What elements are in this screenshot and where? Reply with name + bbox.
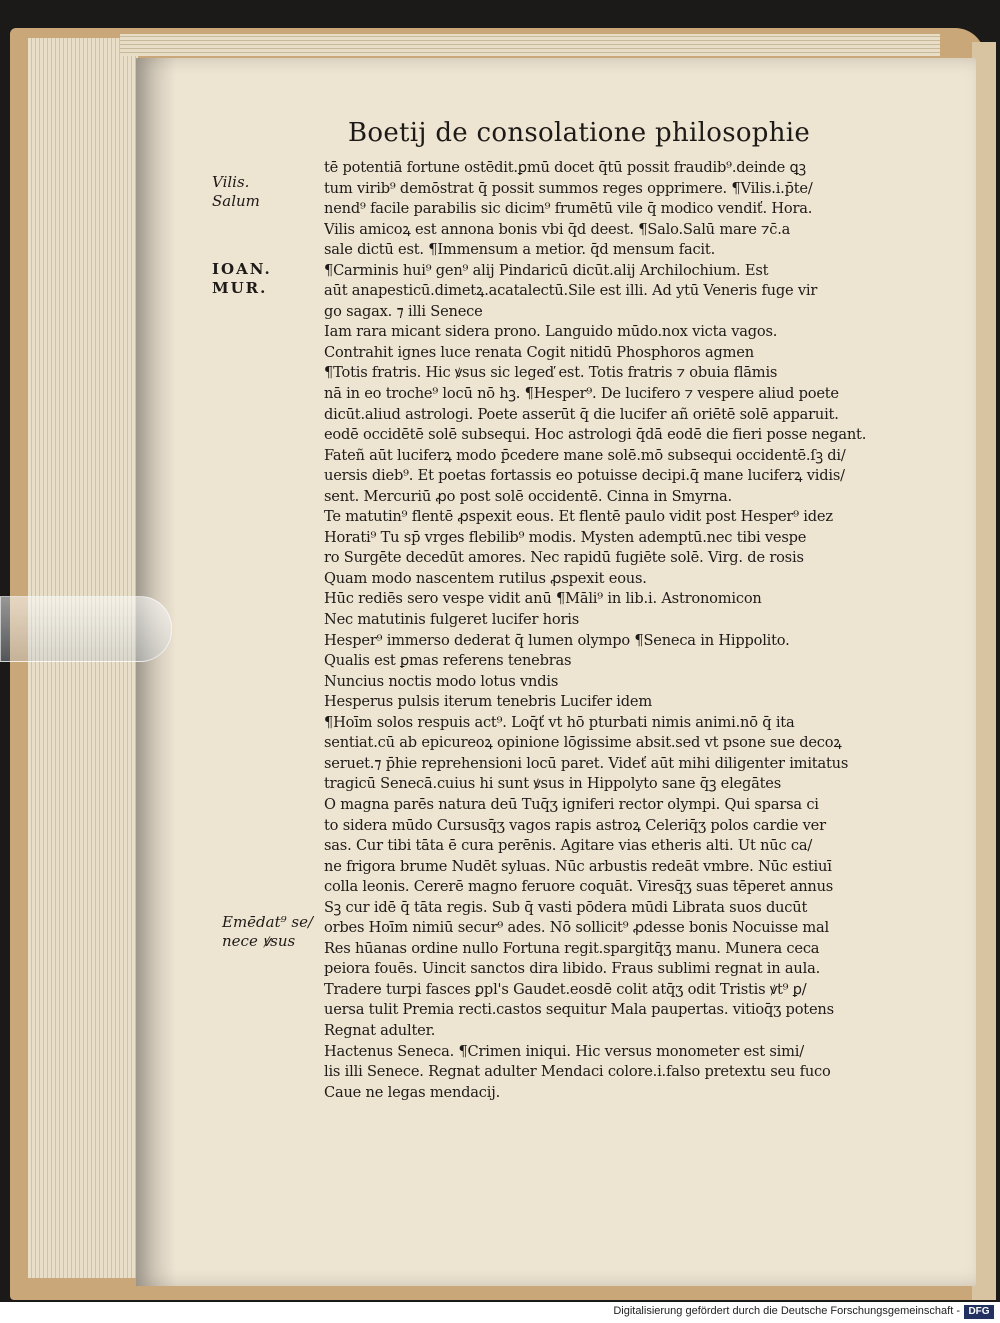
running-title: Boetij de consolatione philosophie	[348, 118, 811, 148]
page-edges-top	[120, 34, 940, 56]
text-line: Hesperus pulsis iterum tenebris Lucifer idem	[324, 693, 652, 711]
funding-notice: Digitalisierung gefördert durch die Deutsche Forschungsgemeinschaft -	[613, 1305, 960, 1317]
text-line: tragicū Senecā.cuius hi sunt ꝟsus in Hippolyto sane q̄ꝫ elegātes	[324, 775, 782, 793]
text-line: Tradere turpi fasces ꝑpl's Gaudet.eosdē colit atq̄ʒ odit Tristis ꝟt⁹ ꝑ/	[324, 980, 807, 998]
footer-bar	[0, 1302, 1000, 1323]
text-line: tum virib⁹ demōstrat q̄ possit summos reges opprimere. ¶Vilis.i.p̄te/	[324, 179, 813, 197]
text-line: uersa tulit Premia recti.castos sequitur Mala paupertas. vitioq̄ʒ potens	[324, 1001, 834, 1019]
text-line: ne frigora brume Nudēt syluas. Nūc arbustis redeāt vmbre. Nūc estiuī	[324, 857, 832, 875]
text-line: Quam modo nascentem rutilus ꝓspexit eous.	[324, 569, 647, 587]
text-line: Sꝫ cur idē q̄ tāta regis. Sub q̄ vasti pōdera mūdi Librata suos ducūt	[324, 898, 808, 916]
text-line: aūt anapesticū.dimetꝝ.acatalectū.Sile est illi. Ad ytū Veneris fuge vir	[324, 282, 818, 300]
text-line: ¶Hoīm solos respuis act⁹. Loq̄ť vt hō pturbati nimis animi.nō q̄ ita	[324, 713, 795, 731]
text-line: O magna parēs natura deū Tuq̄ʒ igniferi rector olympi. Qui sparsa ci	[324, 795, 819, 813]
text-line: ro Surgēte decedūt amores. Nec rapidū fugiēte solē. Virg. de rosis	[324, 549, 804, 567]
text-line: Iam rara micant sidera prono. Languido mūdo.nox victa vagos.	[324, 323, 778, 341]
text-line: uersis dieb⁹. Et poetas fortassis eo potuisse decipi.q̄ mane luciferꝝ vidis/	[324, 467, 845, 485]
margin-note-vilis-salum: Vilis. Salum	[212, 173, 260, 210]
text-line: Res hūanas ordine nullo Fortuna regit.spargitq̄ʒ manu. Munera ceca	[324, 939, 820, 957]
text-line: colla leonis. Cererē magno feruore coquāt. Viresq̄ʒ suas tēperet annus	[324, 878, 834, 896]
text-line: go sagax. ⁊ illi Senece	[324, 302, 483, 320]
text-line: lis illi Senece. Regnat adulter Mendaci colore.i.falso pretextu seu fuco	[324, 1063, 831, 1081]
text-line: ¶Carminis hui⁹ gen⁹ alij Pindaricū dicūt.alij Archilochium. Est	[324, 261, 769, 279]
text-line: seruet.⁊ p̄hie reprehensioni locū paret. Videť aūt mihi diligenter imitatus	[324, 754, 849, 772]
text-line: Contrahit ignes luce renata Cogit nitidū Phosphoros agmen	[324, 343, 754, 361]
text-line: Fateñ aūt luciferꝝ modo p̄cedere mane solē.mō subsequi occidentē.ſꝫ di/	[324, 446, 846, 464]
text-line: ¶Totis fratris. Hic ꝟsus sic legeď est. Totis fratris ⁊ obuia flāmis	[324, 364, 778, 382]
commentary-text-block	[324, 158, 880, 1103]
text-line: Horati⁹ Tu sp̄ vrges flebilib⁹ modis. Mysten ademptū.nec tibi vespe	[324, 528, 807, 546]
text-line: nā in eo troche⁹ locū nō hꝫ. ¶Hesper⁹. De lucifero ⁊ vespere aliud poete	[324, 385, 839, 403]
text-line: Qualis est ꝑmas referens tenebras	[324, 652, 572, 670]
text-line: Hesper⁹ immerso dederat q̄ lumen olympo ¶Seneca in Hippolito.	[324, 631, 790, 649]
text-line: Regnat adulter.	[324, 1021, 436, 1039]
text-line: sas. Cur tibi tāta ē cura perēnis. Agitare vias etheris alti. Ut nūc ca/	[324, 837, 813, 855]
text-line: Hactenus Seneca. ¶Crimen iniqui. Hic versus monometer est simi/	[324, 1042, 804, 1060]
text-line: sale dictū est. ¶Immensum a metior. q̄d mensum facit.	[324, 241, 716, 259]
text-line: sent. Mercuriū ꝓo post solē occidentē. Cinna in Smyrna.	[324, 487, 732, 505]
spine-shadow	[136, 58, 176, 1286]
plastic-clip	[0, 596, 172, 662]
text-line: Nuncius noctis modo lotus vndis	[324, 672, 559, 690]
text-line: Te matutin⁹ flentē ꝓspexit eous. Et flentē paulo vidit post Hesper⁹ idez	[324, 508, 833, 526]
text-line: Vilis amicoꝝ est annona bonis vbi q̄d deest. ¶Salo.Salū mare ⁊c̄.a	[324, 220, 791, 238]
text-line: sentiat.cū ab epicureoꝝ opinione lōgissime absit.sed vt psone sue decoꝝ	[324, 734, 842, 752]
text-line: orbes Hoīm nimiū secur⁹ ades. Nō sollicit⁹ ꝓdesse bonis Nocuisse mal	[324, 919, 829, 937]
text-line: eodē occidētē solē subsequi. Hoc astrologi q̄dā eodē die fieri posse negant.	[324, 426, 867, 444]
text-line: Nec matutinis fulgeret lucifer horis	[324, 611, 579, 629]
text-line: tē potentiā fortune ostēdit.ꝑmū docet q̄tū possit fraudib⁹.deinde ꝗꝫ	[324, 159, 806, 176]
margin-note-emendatus: Emēdat⁹ se/ nece ꝟsus	[222, 913, 314, 950]
text-line: peiora fouēs. Uincit sanctos dira libido. Fraus sublimi regnat in aula.	[324, 960, 821, 978]
text-line: to sidera mūdo Cursusq̄ʒ vagos rapis astroꝝ Celeriq̄ʒ polos cardie ver	[324, 816, 826, 834]
margin-note-ioan-mur: IOAN. MUR.	[212, 260, 272, 297]
text-line: nend⁹ facile parabilis sic dicim⁹ frumētū vile q̄ modico vendiť. Hora.	[324, 200, 813, 218]
dfg-logo: DFG	[964, 1305, 994, 1319]
text-line: dicūt.aliud astrologi. Poete asserūt q̄ die lucifer añ oriētē solē apparuit.	[324, 405, 839, 423]
text-line: Hūc rediēs sero vespe vidit anū ¶Māli⁹ in lib.i. Astronomicon	[324, 590, 762, 608]
text-line: Caue ne legas mendacij.	[324, 1083, 501, 1101]
